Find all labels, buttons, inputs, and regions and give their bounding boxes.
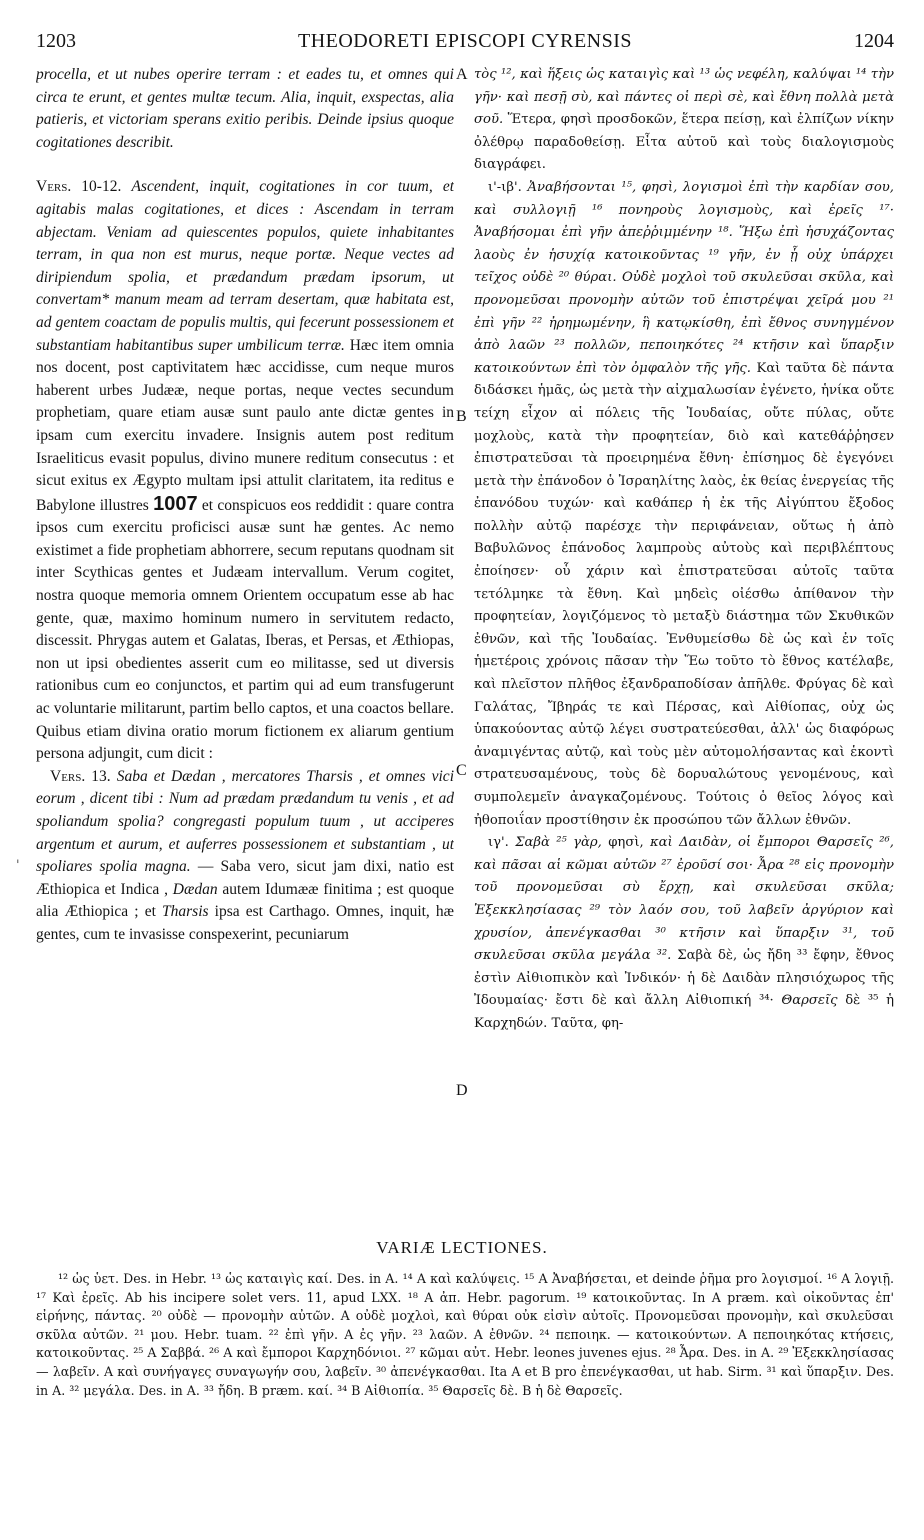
variae-lectiones-notes [36,1270,894,1520]
margin-letter-d: D [456,1082,468,1099]
greek-commentary-13-a: φησὶ, [608,835,644,851]
greek-commentary-13-b: Σαβὰ δὲ, ὡς ἤδη ³³ ἔφην, ἔθνος ἐστὶν Αἰθιοπικὸν καὶ Ἰνδικόν· ἡ δὲ Δαιδὰν πλησιόχωρος τῆς Ἰδουμαίας· ἔστι δὲ καὶ ἄλλη Αἰθιοπική ³⁴· [474,948,894,1009]
margin-letter-b: B [456,408,467,425]
greek-column [474,64,894,1088]
latin-verse-ref-13: Vers. 13. [50,767,111,785]
variae-lectiones-title: VARIÆ LECTIONES. [376,1238,548,1257]
latin-paragraph-3 [36,766,454,947]
margin-letter-a: A [456,66,468,83]
latin-commentary-13-c: ipsa est Carthago. Omnes, inquit, hæ gentes, cum te invasisse conspexerint, pecuniarum [36,903,454,943]
latin-verse-text-13: Saba et Dædan , mercatores Tharsis , et omnes vici eorum , dicent tibi : Num ad prædam prædandum tu venis , et ad spoliandum spolia? congregasti populum tuum , ut acciperes argentum et aurum, et auferres possessionem et substantiam , ut spoliares spolia magna. [36,767,454,876]
latin-column [36,64,454,1088]
latin-commentary-10-12-a: Hæc item omnia nos docent, post captivitatem hæc accidisse, cum neque muros haberent urbes Judææ, neque portas, neque vectes secundum prophetiam, quare etiam ausæ sunt paulo ante dictæ gentes in ipsam cum exercitu invadere. Insignis autem post reditum Israeliticus evasit populus, divino munere reditum consecutus : et sicut exitus ex Ægypto multam ipsi attulit claritatem, ita reditus e Babylone illustres [36,336,454,514]
greek-name-tharseis: Θαρσεῖς [781,993,838,1009]
column-number-1007: 1007 [153,492,198,515]
running-header [36,30,894,62]
greek-paragraph-3 [474,832,894,1035]
greek-p1-commentary: Ἕτερα, φησὶ προσδοκῶν, ἕτερα πείσῃ, καὶ ἐλπίζων νίκην ὀλέθρῳ παραδοθείσῃ. Εἶτα αὐτοῦ καὶ τοὺς διαλογισμοὺς διαγράφει. [474,112,894,173]
greek-commentary-13-c: δὲ ³⁵ ἡ Καρχηδών. Ταῦτα, φη- [474,993,894,1031]
latin-paragraph-1 [36,64,454,154]
page-number-left: 1203 [36,30,76,52]
greek-verse-text-13-a: Σαβὰ ²⁵ γὰρ, [515,835,602,851]
running-title: THEODORETI EPISCOPI CYRENSIS [297,30,633,52]
greek-verse-text-10-12: Ἀναβήσονται ¹⁵, φησὶ, λογισμοὶ ἐπὶ τὴν καρδίαν σου, καὶ συλλογιῇ ¹⁶ πονηροὺς λογισμοὺς, καὶ ἐρεῖς ¹⁷· Ἀναβήσομαι ἐπὶ γῆν ἀπεῤῥιμμένην ¹⁸. Ἥξω ἐπὶ ἡσυχάζοντας λαοὺς ἐν ἡσυχίᾳ κατοικοῦντας ¹⁹ γῆν, ἐν ᾗ οὐχ ὑπάρχει τεῖχος οὐδὲ ²⁰ θύραι. Οὐδὲ μοχλοὶ τοῦ σκυλεῦσαι σκῦλα, καὶ προνομεῦσαι προνομὴν αὐτῶν τοῦ ἐπιστρέψαι χεῖρά μου ²¹ ἐπὶ γῆν ²² ἠρημωμένην, ἣ κατῳκίσθη, ἐπὶ ἔθνος συνηγμένον ἀπὸ λαῶν ²³ πολλῶν, πεποιηκότες ²⁴ κτῆσιν καὶ ὕπαρξιν κατοικούντων ἐπὶ τὸν ὀμφαλὸν τῆς γῆς. [474,179,894,376]
greek-paragraph-2 [474,177,894,832]
greek-verse-ref-10-12: ι'-ιβ'. [488,179,522,195]
greek-paragraph-1 [474,64,894,177]
latin-commentary-10-12-b: et conspicuos eos reddidit : quare contra ipsos cum exercitu proficisci ausæ sunt hæ gentes. Ac nemo existimet a fide prophetiam abhorrere, secum reputans quodnam sit inter Scythicas gentes et Judæam intervallum. Verum cogitet, nostra quoque memoria omnem Orientem occupatum esse ab hac gente, quæ, maximo hominum numero in servitutem redacto, discessit. Phrygas autem et Galatas, Iberas, et Persas, et Æthiopas, non ut ipsi obedientes asserit cum eo militasse, sed ut diversis rationibus cum eo conjunctos, et partim qui ad eum transfugerunt ac voluntarie militarunt, partim bello captos, et una coactos bellare. Quibus etiam divina oratio morum fictionem ex aliarum gentium persona adjungit, cum dicit : [36,496,454,763]
latin-p1-text: procella, et ut nubes operire terram : et eades tu, et omnes qui circa te erunt, et gentes multæ tecum. Alia, inquit, exspectas, alia patieris, et victoriam sperans exitio peribis. Deinde ipsius quoque cogitationes describit. [36,66,454,151]
latin-name-tharsis: Tharsis [162,903,209,921]
page-number-right: 1204 [854,30,894,52]
latin-commentary-13-b: autem Idumææ finitima ; est quoque alia Æthiopica ; et [36,880,454,921]
latin-paragraph-2 [36,176,454,765]
greek-commentary-10-12: Καὶ ταῦτα δὲ πάντα διδάσκει ἡμᾶς, ὡς μετὰ τὴν αἰχμαλωσίαν ἐγένετο, ἡνίκα οὔτε τείχη εἶχον αἱ πόλεις τῆς Ἰουδαίας, οὔτε πύλας, οὔτε μοχλοὺς, κατὰ τὴν προφητείαν, διὸ καὶ κατεθάῤῥησεν ἐπιστρατεῦσαι τὰ προειρημένα ἔθνη· ἐπίσημος δὲ ἐγεγόνει μετὰ τὴν ἐπάνοδον ὁ Ἰσραηλίτης λαὸς, ἐκ θείας ἐνεργείας τῆς ἐπανόδου τυχών· καὶ καθάπερ ἡ ἐκ τῆς Αἰγύπτου ἔξοδος πολλὴν αὐτῷ παρέσχε τὴν περιφάνειαν, οὕτως ἡ ἀπὸ Βαβυλῶνος ἐπάνοδος λαμπροὺς αὐτοὺς καὶ περιβλέπτους ἐποίησεν· οὗ χάριν καὶ ἐπιστρατεῦσαι αὐτοῖς ταῦτα τετόλμηκε τὰ ἔθνη. Καὶ μηδεὶς οἰέσθω ἀπίθανον τὴν προφητείαν, λογιζόμενος τὸ μεταξὺ διάστημα τῶν Σκυθικῶν ἐθνῶν, καὶ τῆς Ἰουδαίας. Ἐνθυμείσθω δὲ ὡς καὶ ἐν τοῖς ἡμετέροις χρόνοις πᾶσαν τὴν Ἕω τοῦτο τὸ ἔθνος κατέλαβε, καὶ πλεῖστον πλῆθος ἐξανδραποδίσαν ἀπῆλθε. Φρύγας δὲ καὶ Γαλάτας, Ἴβηράς τε καὶ Πέρσας, καὶ Αἰθίοπας, οὐχ ὡς ὑπακούοντας αὐτῷ λέγει συστρατεύεσθαι, ἀλλ' ὡς διαφόρως ἀναμιγέντας αὐτῷ, καὶ τοὺς μὲν αὐτομολήσαντας καὶ ἑκοντὶ στρατευσαμένους, τοὺς δὲ δορυαλώτους γενομένους, καὶ συμπολεμεῖν ἀναγκαζομένους. Τούτοις ὁ θεῖος λόγος καὶ ἠθοποιΐαν προστίθησιν ἐκ προσώπου τῶν ἄλλων ἐθνῶν. [474,360,894,828]
latin-commentary-13-a: — Saba vero, sicut jam dixi, natio est Æthiopica et Indica , [36,858,454,898]
margin-letter-c: C [456,762,467,779]
latin-verse-text-10-12: Ascendent, inquit, cogitationes in cor tuum, et agitabis malas cogitationes, et dices : Ascendam in terram abjectam. Veniam ad quiescentes populos, quiete inhabitantes terram, in qua non est murus, neque portæ. Neque vectes ad diripiendum spolia, et prædandum prædam ipsorum, ut convertam* manum meam ad terram desertam, quæ habitata est, ad gentem coactam de populis multis, qui fecerunt possessionem et substantiam habitantibus super umbilicum terræ. [36,178,454,354]
side-mark: ' [16,858,20,873]
greek-verse-ref-13: ιγ'. [488,835,509,851]
greek-p1-verse: τὸς ¹², καὶ ἥξεις ὡς καταιγὶς καὶ ¹³ ὡς νεφέλη, καλύψαι ¹⁴ τὴν γῆν· καὶ πεσῇ σὺ, καὶ πάντες οἱ περὶ σὲ, καὶ ἔθνη πολλὰ μετὰ σοῦ. [474,67,894,128]
latin-name-daedan: Dædan [172,880,218,898]
greek-verse-text-13-b: καὶ Δαιδὰν, οἱ ἔμποροι Θαρσεῖς ²⁶, καὶ πᾶσαι αἱ κῶμαι αὐτῶν ²⁷ ἐροῦσί σοι· Ἆρα ²⁸ εἰς προνομὴν τοῦ προνομεῦσαι σὺ ἔρχῃ, καὶ σκυλεῦσαι σκῦλα; Ἐξεκκλησίασας ²⁹ τὸν λαόν σου, τοῦ λαβεῖν ἀργύριον καὶ χρυσίον, ἀπενέγκασθαι ³⁰ κτῆσιν καὶ ὕπαρξιν ³¹, τοῦ σκυλεῦσαι σκῦλα μεγάλα ³². [474,835,894,964]
variae-lectiones-text: ¹² ὡς ὑετ. Des. in Hebr. ¹³ ὡς καταιγὶς καί. Des. in A. ¹⁴ A καὶ καλύψεις. ¹⁵ A Ἀναβήσεται, et deinde ῥῆμα pro λογισμοί. ¹⁶ A λογιῇ. ¹⁷ Καὶ ἐρεῖς. Ab his incipere solet vers. 11, apud LXX. ¹⁸ A ἀπ. Hebr. pagorum. ¹⁹ κατοικοῦντας. In A præm. καὶ οἰκοῦντας ἐπ' εἰρήνης, πάντας. ²⁰ οὐδὲ — προνομὴν αὐτῶν. A οὐδὲ μοχλοὶ, καὶ θύραι οὐκ εἰσὶν αὐτοῖς. Προνομεῦσαι προνομὴν, καὶ σκυλεῦσαι σκῦλα αὐτῶν. ²¹ μου. Hebr. tuam. ²² ἐπὶ γῆν. A ἐς γῆν. ²³ λαῶν. A ἐθνῶν. ²⁴ πεποιηκ. — κατοικούντων. A πεποιηκότας κτήσεις, κατοικοῦντας. ²⁵ A Σαββά. ²⁶ A καὶ ἔμποροι Καρχηδόνιοι. ²⁷ κῶμαι αὐτ. Hebr. leones juvenes ejus. ²⁸ Ἆρα. Des. in A. ²⁹ Ἐξεκκλησίασας — λαβεῖν. A καὶ συνήγαγες συναγωγήν σου, λαβεῖν. ³⁰ ἀπενέγκασθαι. Ita A et B pro ἐπενέγκασθαι, ut hab. Sirm. ³¹ καὶ ὕπαρξιν. Des. in A. ³² μεγάλα. Des. in A. ³³ ἤδη. B præm. καί. ³⁴ B Αἰθιοπία. ³⁵ Θαρσεῖς δὲ. B ἡ δὲ Θαρσεῖς. [36,1271,894,1398]
latin-verse-ref-10-12: Vers. 10-12. [36,178,122,196]
